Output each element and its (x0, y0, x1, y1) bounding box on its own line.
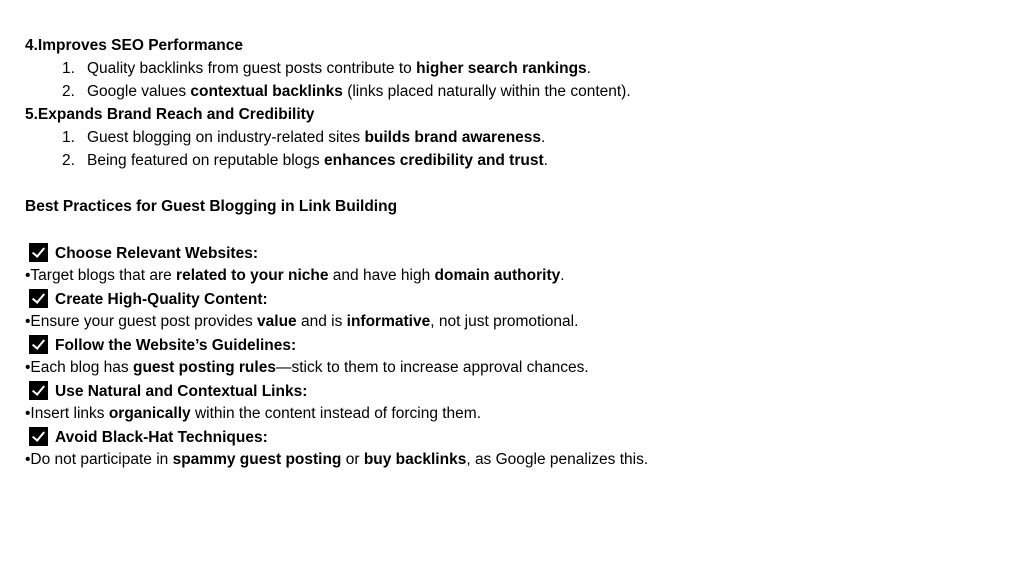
section-5-item-1: 1. Guest blogging on industry-related sites builds brand awareness. (62, 129, 546, 146)
section-4-item-2: 2. Google values contextual backlinks (links placed naturally within the content). (62, 83, 631, 100)
section-4-heading: 4.Improves SEO Performance (25, 37, 243, 54)
practice-4-bullet: •Insert links organically within the content instead of forcing them. (25, 405, 482, 422)
section-4-item-1: 1. Quality backlinks from guest posts contribute to higher search rankings. (62, 60, 591, 77)
practice-5-heading: Avoid Black-Hat Techniques: (25, 427, 268, 448)
practice-4-heading: Use Natural and Contextual Links: (25, 381, 307, 402)
practice-2-heading: Create High-Quality Content: (25, 289, 268, 310)
best-practices-title: Best Practices for Guest Blogging in Link Building (25, 198, 398, 215)
practice-1-bullet: •Target blogs that are related to your niche and have high domain authority. (25, 267, 565, 284)
practice-1-heading: Choose Relevant Websites: (25, 243, 258, 264)
section-5-heading: 5.Expands Brand Reach and Credibility (25, 106, 315, 123)
checkmark-icon (29, 335, 48, 354)
practice-3-heading: Follow the Website’s Guidelines: (25, 335, 296, 356)
section-5-item-2: 2. Being featured on reputable blogs enhances credibility and trust. (62, 152, 548, 169)
checkmark-icon (29, 381, 48, 400)
checkmark-icon (29, 243, 48, 262)
practice-2-bullet: •Ensure your guest post provides value and is informative, not just promotional. (25, 313, 579, 330)
checkmark-icon (29, 427, 48, 446)
practice-3-bullet: •Each blog has guest posting rules—stick to them to increase approval chances. (25, 359, 589, 376)
practice-5-bullet: •Do not participate in spammy guest posting or buy backlinks, as Google penalizes this. (25, 451, 649, 468)
checkmark-icon (29, 289, 48, 308)
